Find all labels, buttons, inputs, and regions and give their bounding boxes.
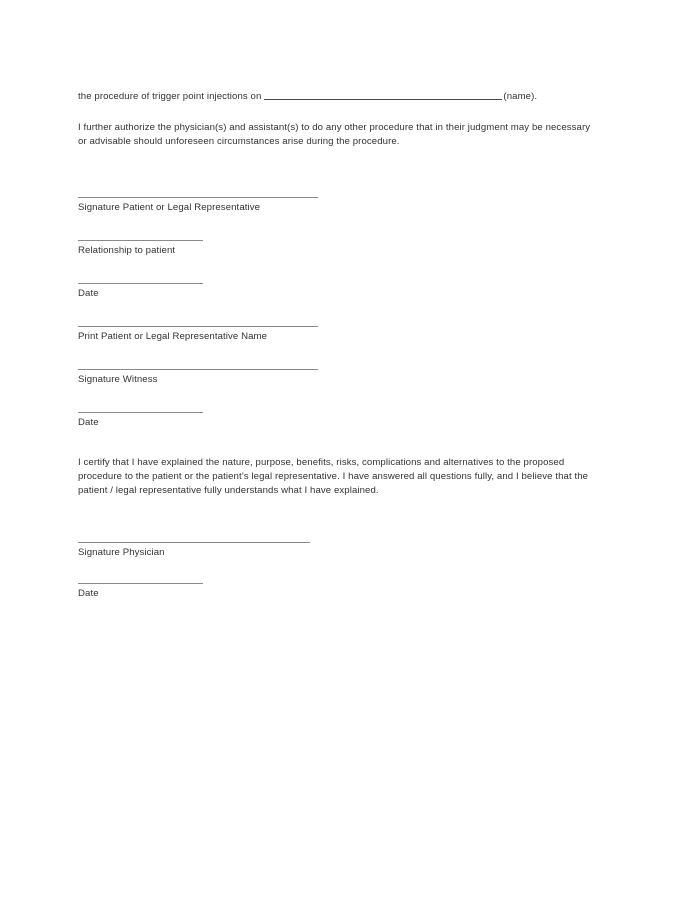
patient-name-blank-field[interactable] bbox=[264, 90, 502, 100]
date-physician-line[interactable] bbox=[78, 583, 203, 584]
relationship-line[interactable] bbox=[78, 240, 203, 241]
field-print-patient-name bbox=[78, 326, 598, 343]
print-patient-name-line[interactable] bbox=[78, 326, 318, 327]
certification-paragraph: I certify that I have explained the nature, purpose, benefits, risks, complications and alternatives to the proposed procedure to the patient or the patient’s legal representative. I have answered all questions fully, and I believe that the patient / legal representative fully understands what I have explained. bbox=[78, 456, 589, 497]
signature-physician-label: Signature Physician bbox=[78, 547, 165, 559]
intro-paragraph bbox=[78, 90, 598, 104]
field-signature-witness bbox=[78, 369, 598, 386]
print-patient-name-label: Print Patient or Legal Representative Name bbox=[78, 330, 268, 342]
field-date-patient bbox=[78, 283, 598, 300]
signature-patient-line[interactable] bbox=[78, 197, 318, 198]
date-witness-line[interactable] bbox=[78, 412, 203, 413]
date-patient-label: Date bbox=[78, 287, 99, 299]
authorization-paragraph: I further authorize the physician(s) and assistant(s) to do any other procedure that in their judgment may be necessary or advisable should unforeseen circumstances arise during the procedure. bbox=[78, 122, 591, 148]
field-date-witness bbox=[78, 412, 598, 429]
field-relationship-to-patient bbox=[78, 240, 598, 257]
signature-witness-line[interactable] bbox=[78, 369, 318, 370]
date-witness-label: Date bbox=[78, 416, 99, 428]
document-content bbox=[78, 90, 598, 600]
field-signature-patient bbox=[78, 197, 598, 214]
signature-patient-label: Signature Patient or Legal Representative bbox=[78, 201, 261, 213]
field-date-physician bbox=[78, 583, 598, 600]
intro-text-before-blank: the procedure of trigger point injections on bbox=[78, 91, 262, 102]
relationship-label: Relationship to patient bbox=[78, 244, 176, 256]
field-signature-physician bbox=[78, 542, 598, 559]
date-patient-line[interactable] bbox=[78, 283, 203, 284]
date-physician-label: Date bbox=[78, 588, 99, 600]
signature-witness-label: Signature Witness bbox=[78, 373, 158, 385]
signature-physician-line[interactable] bbox=[78, 542, 310, 543]
intro-text-after-blank: (name). bbox=[503, 91, 538, 102]
